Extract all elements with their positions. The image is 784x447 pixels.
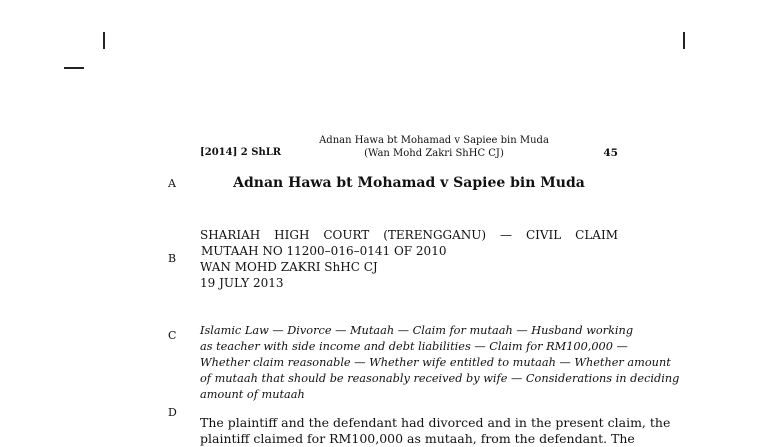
crop-mark-horizontal bbox=[64, 67, 84, 69]
running-head bbox=[200, 134, 618, 164]
court-block bbox=[200, 227, 618, 291]
catchword-line: as teacher with side income and debt liabilities — Claim for RM100,000 — bbox=[200, 340, 628, 353]
catchwords bbox=[200, 323, 680, 403]
catchword-line: Islamic Law — Divorce — Mutaah — Claim for mutaah — Husband working bbox=[200, 324, 634, 337]
catchword-line: of mutaah that should be reasonably received by wife — Considerations in deciding bbox=[200, 372, 680, 385]
margin-letter-a: A bbox=[168, 177, 176, 190]
decision-date: 19 JULY 2013 bbox=[200, 276, 284, 290]
report-citation: [2014] 2 ShLR bbox=[200, 147, 282, 158]
body-line: plaintiff claimed for RM100,000 as mutaah, from the defendant. The bbox=[200, 431, 635, 446]
page-number: 45 bbox=[603, 147, 618, 159]
body-line: The plaintiff and the defendant had divorced and in the present claim, the bbox=[200, 415, 671, 430]
margin-letter-b: B bbox=[168, 252, 177, 265]
judge-name: WAN MOHD ZAKRI ShHC CJ bbox=[200, 260, 378, 274]
margin-letter-c: C bbox=[168, 329, 177, 342]
headnote-body bbox=[200, 415, 671, 447]
margin-letter-d: D bbox=[168, 406, 177, 419]
court-line-2: MUTAAH NO 11200–016–0141 OF 2010 bbox=[201, 244, 447, 258]
catchword-line: Whether claim reasonable — Whether wife entitled to mutaah — Whether amount bbox=[200, 356, 671, 369]
case-title: Adnan Hawa bt Mohamad v Sapiee bin Muda bbox=[233, 175, 585, 191]
crop-mark-right bbox=[683, 32, 685, 49]
running-head-parties: Adnan Hawa bt Mohamad v Sapiee bin Muda bbox=[319, 135, 549, 146]
court-line-1: SHARIAH HIGH COURT (TERENGGANU) — CIVIL CLAIM bbox=[200, 228, 618, 242]
crop-mark-left bbox=[103, 32, 105, 49]
catchword-line: amount of mutaah bbox=[200, 388, 305, 401]
running-head-judge: (Wan Mohd Zakri ShHC CJ) bbox=[364, 148, 504, 159]
running-head-title bbox=[290, 134, 578, 160]
